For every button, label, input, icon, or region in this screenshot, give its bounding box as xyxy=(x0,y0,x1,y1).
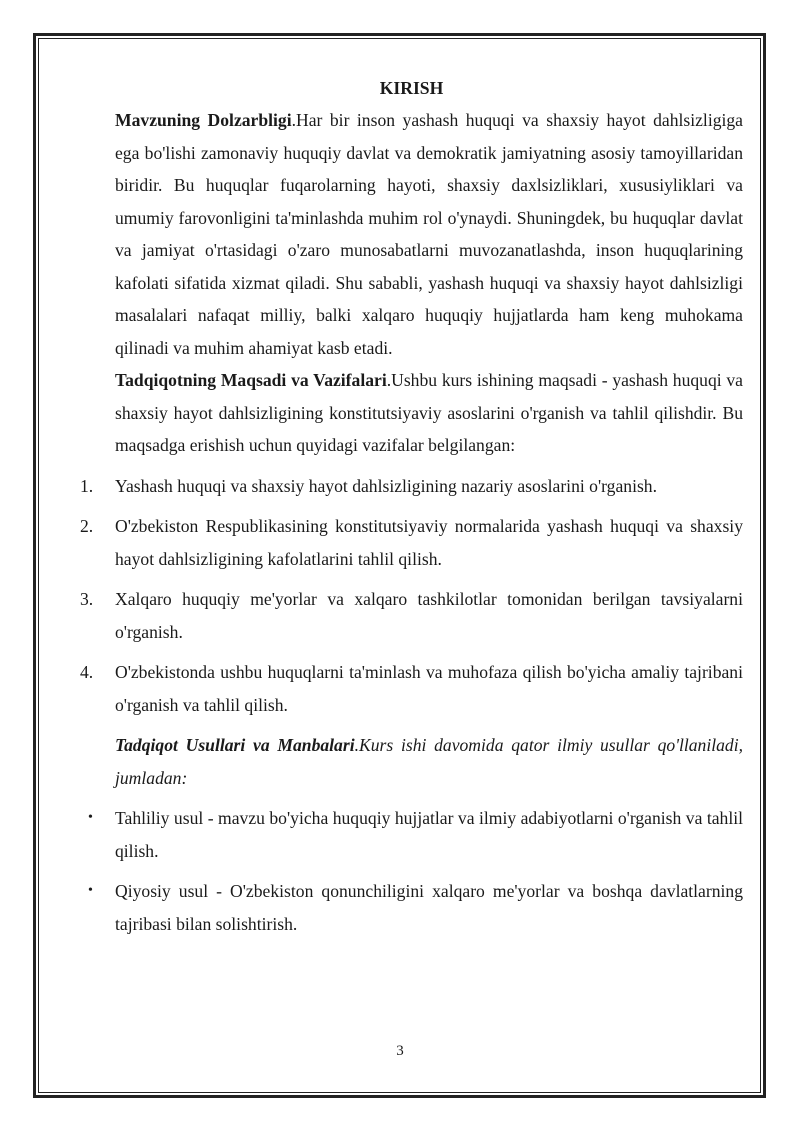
section-heading: KIRISH xyxy=(379,78,444,98)
methods-list xyxy=(80,802,743,940)
bullet-icon: • xyxy=(88,883,93,898)
goals-text: .Ushbu kurs ishining maqsadi - yashash huquqi va shaxsiy hayot dahlsizligining konstitutsiyaviy asoslarini o'rganish va tahlil qilishdir. Bu maqsadga erishish uchun quyidagi vazifalar belgilangan: xyxy=(115,370,743,455)
relevance-text: .Har bir inson yashash huquqi va shaxsiy hayot dahlsizligiga ega bo'lishi zamonaviy huquqiy davlat va demokratik jamiyatning asosiy tamoyillaridan biridir. Bu huquqlar fuqarolarning hayoti, shaxsiy daxlsizliklari, xususiyliklari va umumiy farovonligini ta'minlashda muhim rol o'ynaydi. Shuningdek, bu huquqlar davlat va jamiyat o'rtasidagi o'zaro munosabatlarni muvozanatlashda, inson huquqlarining kafolati sifatida xizmat qiladi. Shu sababli, yashash huquqi va shaxsiy hayot dahlsizligi masalalari nafaqat milliy, balki xalqaro huquqiy hujjatlarda ham keng muhokama qilinadi va muhim ahamiyat kasb etadi. xyxy=(115,110,743,358)
list-number: 1. xyxy=(80,475,94,496)
relevance-paragraph xyxy=(80,104,743,364)
list-item-text: Yashash huquqi va shaxsiy hayot dahlsizligining nazariy asoslarini o'rganish. xyxy=(115,475,657,496)
list-item-text: Qiyosiy usul - O'zbekiston qonunchiligini xalqaro me'yorlar va boshqa davlatlarning tajribasi bilan solishtirish. xyxy=(115,881,743,934)
list-item xyxy=(80,470,743,503)
list-item-text: O'zbekiston Respublikasining konstitutsiyaviy normalarida yashash huquqi va shaxsiy hayot dahlsizligining kafolatlarini tahlil qilish. xyxy=(115,516,743,569)
list-item xyxy=(80,802,743,867)
list-item-text: O'zbekistonda ushbu huquqlarni ta'minlash va muhofaza qilish bo'yicha amaliy tajribani o'rganish va tahlil qilish. xyxy=(115,662,743,715)
list-number: 3. xyxy=(80,589,94,609)
list-item xyxy=(80,656,743,721)
relevance-lead: Mavzuning Dolzarbligi xyxy=(115,110,292,130)
page-number: 3 xyxy=(396,1043,404,1059)
list-item xyxy=(80,510,743,575)
list-number: 4. xyxy=(80,662,94,682)
methods-text: .Kurs ishi davomida qator ilmiy usullar qo'llaniladi, jumladan: xyxy=(115,735,743,788)
goals-lead: Tadqiqotning Maqsadi va Vazifalari xyxy=(115,370,387,390)
list-item-text: Xalqaro huquqiy me'yorlar va xalqaro tashkilotlar tomonidan berilgan tavsiyalarni o'rganish. xyxy=(115,589,743,642)
methods-lead: Tadqiqot Usullari va Manbalari xyxy=(115,735,355,755)
tasks-list xyxy=(80,470,743,722)
list-item-text: Tahliliy usul - mavzu bo'yicha huquqiy hujjatlar va ilmiy adabiyotlarni o'rganish va tahlil qilish. xyxy=(115,808,743,861)
goals-paragraph xyxy=(80,364,743,462)
list-item xyxy=(80,875,743,940)
list-number: 2. xyxy=(80,516,94,536)
document-body xyxy=(80,72,743,940)
list-item xyxy=(80,583,743,648)
bullet-icon: • xyxy=(88,810,93,825)
methods-paragraph xyxy=(80,729,743,794)
